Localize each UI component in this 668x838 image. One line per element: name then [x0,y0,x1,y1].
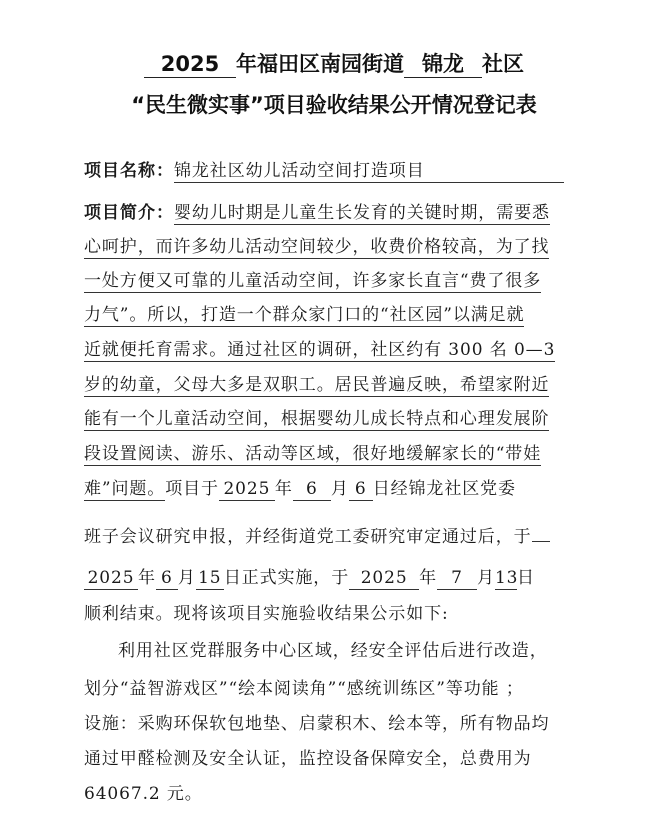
title-suffix: 社区 [482,52,524,76]
intro-line: 心呵护，而许多幼儿活动空间较少，收费价格较高，为了找 [84,237,550,257]
intro-line: 近就便托育需求。通过社区的调研，社区约有 300 名 0—3 [84,340,556,360]
intro-line: 能有一个儿童活动空间，根据婴幼儿成长特点和心理发展阶 [84,409,550,429]
completion-row: 顺利结束。现将该项目实施验收结果公示如下: [84,604,449,624]
result-line: 划分“益智游戏区”“绘本阅读角”“感统训练区”等功能 ； [84,679,524,699]
end-month: 7 [437,567,477,590]
project-name-row [84,160,574,183]
result-line: 设施：采购环保软包地垫、启蒙积木、绘本等，所有物品均 [84,714,550,734]
intro-line: 段设置阅读、游乐、活动等区域，很好地缓解家长的“带娃 [84,444,542,464]
intro-line: 一处方便又可靠的儿童活动空间，许多家长直言“费了很多 [84,271,542,291]
apply-date-row: 难”问题。项目于 2025 年 6 月 6 日经锦龙社区党委 [84,479,516,499]
impl-year: 2025 [84,567,138,590]
title-line-2: “民生微实事”项目验收结果公开情况登记表 [131,93,537,117]
impl-date-row: 2025 年 6 月 15 日正式实施，于 2025 年 7 月13日 [84,567,574,590]
result-line: 利用社区党群服务中心区域，经安全评估后进行改造， [118,641,548,661]
end-year: 2025 [349,567,419,590]
apply-day: 6 [349,478,373,501]
project-intro-label: 项目简介： [84,203,174,223]
title-community: 锦龙 [404,51,482,78]
result-total: 64067.2 元。 [84,784,203,804]
project-intro-row [84,202,574,225]
project-name-label: 项目名称： [84,161,174,181]
title-line-1 [0,48,668,78]
intro-line-0: 婴幼儿时期是儿童生长发育的关键时期，需要悉 [174,203,550,223]
title-district: 年福田区南园街道 [236,52,404,76]
apply-month: 6 [293,478,331,501]
end-day: 13 [494,568,519,588]
intro-line: 力气”。所以，打造一个群众家门口的“社区园”以满足就 [84,305,525,325]
apply-year: 2025 [219,478,275,501]
intro-line: 岁的幼童，父母大多是双职工。居民普遍反映，希望家附近 [84,375,550,395]
impl-day: 15 [196,567,224,590]
result-line: 通过甲醛检测及安全认证，监控设备保障安全，总费用为 [84,749,532,769]
approval-row: 班子会议研究申报，并经街道党工委研究审定通过后，于 [84,526,574,548]
intro-line-last: 难”问题。 [84,479,166,499]
project-name-value: 锦龙社区幼儿活动空间打造项目 [174,160,564,183]
title-year: 2025 [144,51,236,78]
impl-month: 6 [156,567,178,590]
